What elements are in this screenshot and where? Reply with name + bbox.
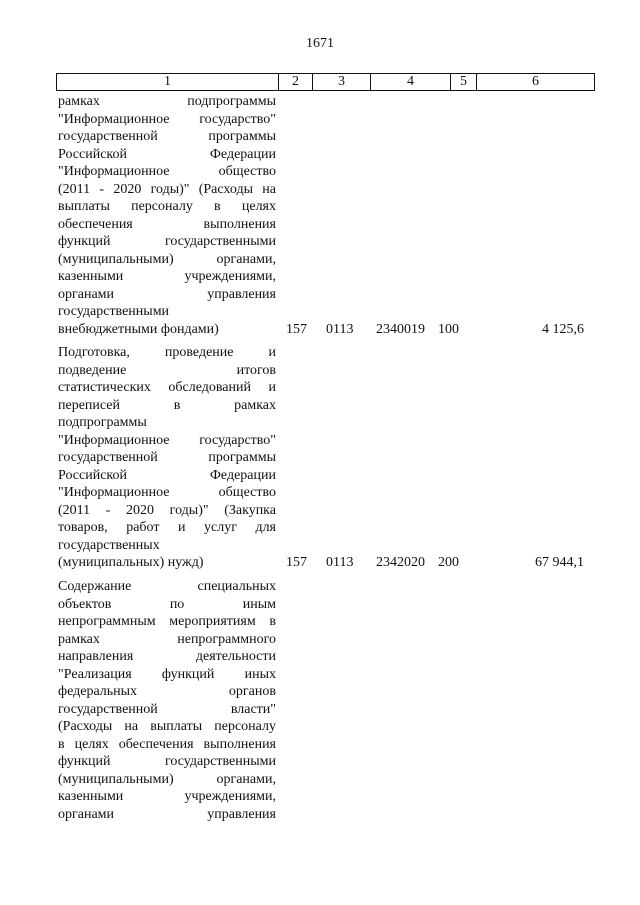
description-line: обеспечения выполнения (58, 216, 276, 232)
description-line: (муниципальных) нужд) (58, 555, 204, 570)
row-description (58, 578, 276, 823)
row-description (58, 344, 276, 572)
description-line: товаров, работ и услуг для (58, 520, 276, 535)
column-header-5: 5 (451, 74, 477, 91)
column-header-3: 3 (313, 74, 371, 91)
description-line: выплаты персоналу в целях (58, 199, 276, 214)
cell-target-code: 2342020 (376, 555, 425, 570)
description-line: (муниципальными) органами, (58, 251, 276, 267)
description-line: Подготовка, проведение и (58, 345, 276, 360)
description-line: подпрограммы (58, 415, 147, 430)
description-line: подведение итогов (58, 362, 276, 378)
description-line: "Информационное общество (58, 485, 276, 500)
column-header-6: 6 (477, 74, 595, 91)
description-line: непрограммным мероприятиям в (58, 614, 276, 629)
column-header-1: 1 (57, 74, 279, 91)
description-line: Российской Федерации (58, 146, 276, 162)
cell-section-code: 0113 (326, 555, 354, 570)
cell-amount: 4 125,6 (542, 321, 584, 337)
description-line: "Информационное государство" (58, 432, 276, 448)
description-line: функций государственными (58, 234, 276, 249)
description-line: (2011 - 2020 годы)" (Закупка (58, 502, 276, 518)
cell-expense-type: 200 (438, 555, 459, 570)
description-line: "Реализация функций иных (58, 666, 276, 682)
table-header (56, 73, 595, 91)
column-header-4: 4 (371, 74, 451, 91)
description-line: рамках подпрограммы (58, 94, 276, 109)
cell-ministry-code: 157 (286, 555, 307, 570)
description-line: государственными (58, 304, 170, 319)
description-line: объектов по иным (58, 596, 276, 612)
page-number: 1671 (306, 36, 334, 51)
cell-expense-type: 100 (438, 321, 459, 337)
description-line: (муниципальными) органами, (58, 771, 276, 787)
cell-ministry-code: 157 (286, 321, 307, 337)
description-line: в целях обеспечения выполнения (58, 736, 276, 752)
column-header-2: 2 (279, 74, 313, 91)
description-line: функций государственными (58, 754, 276, 769)
description-line: рамках непрограммного (58, 631, 276, 647)
description-line: Содержание специальных (58, 579, 276, 594)
description-line: казенными учреждениями, (58, 789, 276, 804)
description-line: статистических обследований и (58, 380, 276, 395)
description-line: органами управления (58, 286, 276, 302)
description-line: переписей в рамках (58, 397, 276, 413)
description-line: Российской Федерации (58, 467, 276, 483)
cell-amount: 67 944,1 (535, 555, 584, 570)
description-line: федеральных органов (58, 684, 276, 699)
description-line: "Информационное общество (58, 164, 276, 179)
description-line: государственной программы (58, 450, 276, 465)
description-line: направления деятельности (58, 649, 276, 664)
description-line: (2011 - 2020 годы)" (Расходы на (58, 181, 276, 197)
cell-target-code: 2340019 (376, 321, 425, 337)
description-line: государственных (58, 537, 160, 553)
description-line: органами управления (58, 806, 276, 822)
description-line: (Расходы на выплаты персоналу (58, 719, 276, 734)
description-line: "Информационное государство" (58, 111, 276, 127)
row-description (58, 93, 276, 338)
description-line: государственной власти" (58, 701, 276, 717)
description-line: внебюджетными фондами) (58, 321, 219, 337)
description-line: казенными учреждениями, (58, 269, 276, 284)
cell-section-code: 0113 (326, 321, 354, 337)
description-line: государственной программы (58, 129, 276, 144)
